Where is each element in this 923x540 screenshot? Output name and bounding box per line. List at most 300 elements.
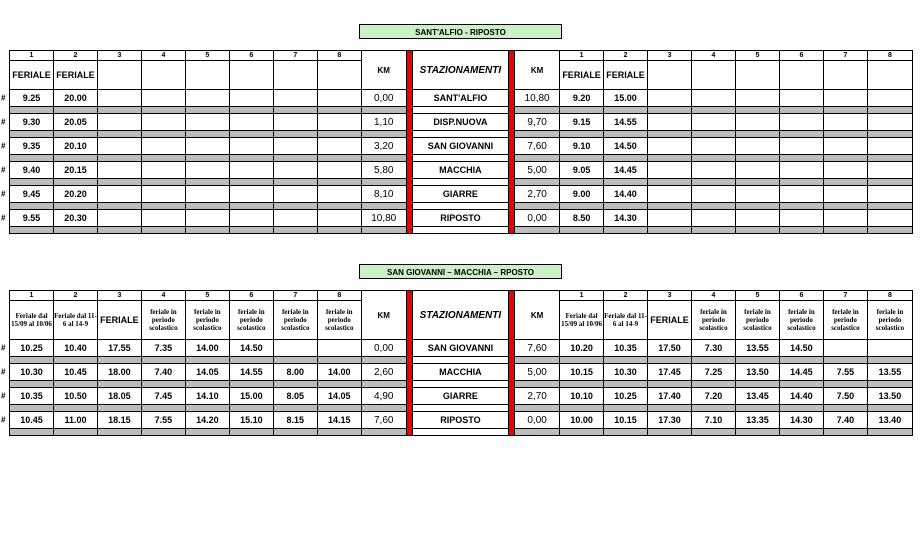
departure-time <box>317 340 361 357</box>
stazionamenti-header: STAZIONAMENTI <box>412 291 508 340</box>
departure-time: 7.30 <box>692 340 736 357</box>
departure-time <box>273 186 317 203</box>
column-number: 2 <box>53 51 97 61</box>
departure-time <box>317 90 361 107</box>
separator <box>229 429 273 436</box>
separator <box>692 227 736 234</box>
time-value: 10.45 <box>20 415 43 425</box>
departure-time <box>97 138 141 155</box>
row-mark: # <box>1 93 6 103</box>
separator <box>97 357 141 364</box>
separator <box>648 429 692 436</box>
time-value: 9.55 <box>22 213 41 223</box>
column-type-header <box>97 61 141 90</box>
departure-time: 8.15 <box>273 412 317 429</box>
departure-time <box>317 162 361 179</box>
km-value: 0,00 <box>361 340 406 357</box>
km-value: 10,80 <box>361 210 406 227</box>
separator <box>735 429 779 436</box>
column-type-header <box>273 61 317 90</box>
separator <box>317 107 361 114</box>
separator <box>317 405 361 412</box>
separator <box>361 429 406 436</box>
separator <box>823 357 867 364</box>
separator <box>412 107 508 114</box>
column-type-header: feriale in periodo scolastico <box>317 301 361 340</box>
separator <box>412 429 508 436</box>
departure-time: 17.45 <box>648 364 692 381</box>
column-type-header <box>779 61 823 90</box>
departure-time <box>1 340 54 357</box>
row-mark: # <box>1 141 6 151</box>
separator <box>648 107 692 114</box>
separator <box>823 227 867 234</box>
separator <box>560 357 604 364</box>
separator <box>185 227 229 234</box>
separator <box>735 107 779 114</box>
separator <box>867 179 912 186</box>
separator <box>412 155 508 162</box>
time-value: 9.30 <box>22 117 41 127</box>
row-mark: # <box>1 343 6 353</box>
separator <box>412 381 508 388</box>
km-value: 10,80 <box>515 90 560 107</box>
departure-time <box>317 186 361 203</box>
separator <box>823 155 867 162</box>
departure-time <box>141 114 185 131</box>
separator-row <box>10 107 913 114</box>
departure-time: 15.10 <box>229 412 273 429</box>
departure-time: 14.30 <box>604 210 648 227</box>
separator <box>867 405 912 412</box>
separator <box>185 131 229 138</box>
separator <box>867 227 912 234</box>
section1-title: SANT'ALFIO - RIPOSTO <box>359 24 562 39</box>
time-value: 9.35 <box>22 141 41 151</box>
departure-time: 14.50 <box>604 138 648 155</box>
departure-time: 17.55 <box>97 340 141 357</box>
separator <box>185 357 229 364</box>
column-type-header <box>735 61 779 90</box>
separator <box>97 203 141 210</box>
time-value: 10.35 <box>20 391 43 401</box>
separator-row <box>10 203 913 210</box>
departure-time: 8.50 <box>560 210 604 227</box>
section2-title: SAN GIOVANNI – MACCHIA – RPOSTO <box>359 264 562 279</box>
station-name: MACCHIA <box>412 364 508 381</box>
separator <box>604 405 648 412</box>
timetable-sangiovanni-riposto <box>1 290 913 436</box>
departure-time <box>735 186 779 203</box>
separator <box>97 429 141 436</box>
departure-time: 14.40 <box>604 186 648 203</box>
column-type-header: Feriale dal 15/09 al 10/06 <box>10 301 54 340</box>
separator <box>141 227 185 234</box>
table-row <box>10 114 913 131</box>
departure-time: 14.55 <box>604 114 648 131</box>
table-row <box>10 186 913 203</box>
km-value: 7,60 <box>515 340 560 357</box>
column-type-header: feriale in periodo scolastico <box>185 301 229 340</box>
separator <box>361 203 406 210</box>
separator <box>53 131 97 138</box>
separator <box>229 107 273 114</box>
stazionamenti-header: STAZIONAMENTI <box>412 51 508 90</box>
separator <box>779 357 823 364</box>
departure-time <box>823 162 867 179</box>
departure-time: 14.50 <box>229 340 273 357</box>
departure-time <box>185 138 229 155</box>
separator <box>692 405 736 412</box>
km-value: 2,60 <box>361 364 406 381</box>
separator <box>867 107 912 114</box>
column-number: 4 <box>692 291 736 301</box>
km-value: 2,70 <box>515 186 560 203</box>
column-number: 2 <box>604 291 648 301</box>
departure-time <box>229 90 273 107</box>
column-type-header <box>823 61 867 90</box>
separator <box>273 405 317 412</box>
departure-time <box>97 186 141 203</box>
table-row <box>10 90 913 107</box>
station-name: GIARRE <box>412 186 508 203</box>
row-mark: # <box>1 117 6 127</box>
departure-time <box>648 210 692 227</box>
separator <box>229 155 273 162</box>
separator <box>779 107 823 114</box>
column-number: 6 <box>229 51 273 61</box>
departure-time: 10.35 <box>604 340 648 357</box>
separator-row <box>10 227 913 234</box>
departure-time: 7.10 <box>692 412 736 429</box>
column-number: 1 <box>560 51 604 61</box>
departure-time: 7.45 <box>141 388 185 405</box>
separator <box>823 179 867 186</box>
row-mark: # <box>1 189 6 199</box>
departure-time <box>229 186 273 203</box>
separator <box>273 357 317 364</box>
station-name: GIARRE <box>412 388 508 405</box>
departure-time: 20.20 <box>53 186 97 203</box>
separator <box>10 227 54 234</box>
departure-time: 7.40 <box>141 364 185 381</box>
departure-time: 17.40 <box>648 388 692 405</box>
departure-time <box>229 162 273 179</box>
separator <box>273 131 317 138</box>
separator <box>10 107 54 114</box>
departure-time: 15.00 <box>604 90 648 107</box>
departure-time <box>692 162 736 179</box>
separator <box>97 155 141 162</box>
column-number: 3 <box>97 291 141 301</box>
column-type-header: FERIALE <box>560 61 604 90</box>
departure-time: 14.20 <box>185 412 229 429</box>
departure-time: 14.55 <box>229 364 273 381</box>
departure-time <box>185 186 229 203</box>
separator <box>273 429 317 436</box>
departure-time: 7.55 <box>141 412 185 429</box>
departure-time: 18.00 <box>97 364 141 381</box>
departure-time: 13.50 <box>735 364 779 381</box>
column-number: 5 <box>735 51 779 61</box>
departure-time: 13.55 <box>735 340 779 357</box>
departure-time: 10.15 <box>604 412 648 429</box>
column-type-header <box>229 61 273 90</box>
table-row <box>10 364 913 381</box>
departure-time <box>317 210 361 227</box>
departure-time <box>692 90 736 107</box>
table-row <box>10 138 913 155</box>
separator <box>361 131 406 138</box>
departure-time: 13.40 <box>867 412 912 429</box>
column-type-header: FERIALE <box>604 61 648 90</box>
column-number: 8 <box>317 291 361 301</box>
departure-time: 20.15 <box>53 162 97 179</box>
departure-time <box>823 186 867 203</box>
separator <box>317 179 361 186</box>
separator <box>361 107 406 114</box>
separator <box>604 155 648 162</box>
separator <box>141 357 185 364</box>
km-value: 5,00 <box>515 162 560 179</box>
separator <box>317 203 361 210</box>
column-number: 7 <box>823 51 867 61</box>
departure-time: 14.15 <box>317 412 361 429</box>
separator <box>735 155 779 162</box>
separator <box>185 203 229 210</box>
row-mark: # <box>1 415 6 425</box>
column-number: 5 <box>185 291 229 301</box>
departure-time <box>692 138 736 155</box>
separator <box>648 357 692 364</box>
separator <box>185 429 229 436</box>
departure-time <box>867 186 912 203</box>
column-type-header: feriale in periodo scolastico <box>867 301 912 340</box>
table-row <box>10 340 913 357</box>
separator <box>141 203 185 210</box>
separator <box>141 405 185 412</box>
separator <box>229 227 273 234</box>
km-value: 9,70 <box>515 114 560 131</box>
separator <box>10 429 54 436</box>
separator-row <box>10 429 913 436</box>
separator <box>867 429 912 436</box>
separator <box>692 381 736 388</box>
column-number: 8 <box>867 51 912 61</box>
separator <box>97 107 141 114</box>
column-number: 7 <box>273 291 317 301</box>
column-number: 7 <box>823 291 867 301</box>
column-number: 7 <box>273 51 317 61</box>
separator <box>779 381 823 388</box>
departure-time: 14.00 <box>185 340 229 357</box>
km-value: 0,00 <box>515 412 560 429</box>
separator <box>560 227 604 234</box>
departure-time <box>692 186 736 203</box>
km-value: 4,90 <box>361 388 406 405</box>
column-type-header <box>185 61 229 90</box>
departure-time: 20.10 <box>53 138 97 155</box>
departure-time: 14.10 <box>185 388 229 405</box>
separator <box>361 155 406 162</box>
separator <box>735 405 779 412</box>
departure-time: 10.10 <box>560 388 604 405</box>
time-value: 9.40 <box>22 165 41 175</box>
km-header: KM <box>361 291 406 340</box>
km-value: 7,60 <box>361 412 406 429</box>
separator <box>412 405 508 412</box>
departure-time: 14.30 <box>779 412 823 429</box>
separator <box>648 179 692 186</box>
separator <box>317 381 361 388</box>
departure-time <box>735 210 779 227</box>
separator <box>97 381 141 388</box>
separator-row <box>10 357 913 364</box>
separator <box>604 381 648 388</box>
departure-time <box>779 186 823 203</box>
separator <box>604 357 648 364</box>
km-value: 8,10 <box>361 186 406 203</box>
row-mark: # <box>1 367 6 377</box>
column-number: 4 <box>141 51 185 61</box>
departure-time <box>273 162 317 179</box>
separator <box>515 381 560 388</box>
column-number: 5 <box>735 291 779 301</box>
separator <box>97 131 141 138</box>
station-name: MACCHIA <box>412 162 508 179</box>
departure-time: 10.15 <box>560 364 604 381</box>
departure-time <box>1 138 54 155</box>
separator <box>604 429 648 436</box>
separator <box>648 381 692 388</box>
separator <box>53 203 97 210</box>
departure-time <box>823 114 867 131</box>
departure-time <box>97 114 141 131</box>
separator <box>273 179 317 186</box>
separator <box>515 203 560 210</box>
departure-time: 20.30 <box>53 210 97 227</box>
separator <box>229 131 273 138</box>
row-mark: # <box>1 165 6 175</box>
separator <box>10 179 54 186</box>
separator <box>515 155 560 162</box>
separator <box>779 155 823 162</box>
column-type-header <box>692 61 736 90</box>
departure-time: 7.35 <box>141 340 185 357</box>
separator <box>361 405 406 412</box>
separator <box>779 179 823 186</box>
separator <box>779 227 823 234</box>
separator <box>141 131 185 138</box>
separator <box>53 227 97 234</box>
km-value: 7,60 <box>515 138 560 155</box>
separator <box>735 357 779 364</box>
departure-time <box>97 162 141 179</box>
time-value: 10.25 <box>20 343 43 353</box>
departure-time <box>141 90 185 107</box>
departure-time: 9.05 <box>560 162 604 179</box>
separator <box>823 405 867 412</box>
separator <box>867 381 912 388</box>
departure-time <box>648 186 692 203</box>
departure-time: 13.50 <box>867 388 912 405</box>
km-value: 5,80 <box>361 162 406 179</box>
separator <box>273 203 317 210</box>
separator <box>735 381 779 388</box>
departure-time: 10.45 <box>53 364 97 381</box>
separator <box>560 179 604 186</box>
separator <box>53 357 97 364</box>
departure-time: 9.20 <box>560 90 604 107</box>
separator <box>648 405 692 412</box>
departure-time: 7.50 <box>823 388 867 405</box>
departure-time: 14.05 <box>185 364 229 381</box>
separator <box>185 155 229 162</box>
separator <box>412 357 508 364</box>
separator <box>692 203 736 210</box>
departure-time <box>648 90 692 107</box>
departure-time <box>185 114 229 131</box>
separator <box>10 381 54 388</box>
separator <box>692 357 736 364</box>
separator <box>515 131 560 138</box>
separator <box>317 357 361 364</box>
departure-time <box>779 138 823 155</box>
departure-time <box>141 138 185 155</box>
departure-time: 9.10 <box>560 138 604 155</box>
separator <box>560 203 604 210</box>
departure-time <box>141 186 185 203</box>
column-type-header: feriale in periodo scolastico <box>229 301 273 340</box>
column-type-header: feriale in periodo scolastico <box>735 301 779 340</box>
separator-row <box>10 179 913 186</box>
km-value: 2,70 <box>515 388 560 405</box>
separator <box>604 131 648 138</box>
separator <box>560 107 604 114</box>
separator <box>361 179 406 186</box>
row-mark: # <box>1 391 6 401</box>
column-type-header: FERIALE <box>648 301 692 340</box>
separator <box>823 107 867 114</box>
separator <box>823 131 867 138</box>
km-header: KM <box>361 51 406 90</box>
departure-time: 18.05 <box>97 388 141 405</box>
departure-time <box>185 162 229 179</box>
separator <box>692 179 736 186</box>
departure-time <box>692 114 736 131</box>
column-number: 8 <box>867 291 912 301</box>
separator <box>515 405 560 412</box>
separator <box>823 429 867 436</box>
separator <box>560 381 604 388</box>
table-row <box>10 412 913 429</box>
km-header: KM <box>515 51 560 90</box>
column-number: 6 <box>229 291 273 301</box>
departure-time <box>735 90 779 107</box>
departure-time <box>1 162 54 179</box>
separator <box>53 155 97 162</box>
separator-row <box>10 155 913 162</box>
separator <box>229 203 273 210</box>
column-number: 8 <box>317 51 361 61</box>
table-row <box>10 210 913 227</box>
station-name: DISP.NUOVA <box>412 114 508 131</box>
separator <box>735 179 779 186</box>
separator <box>361 381 406 388</box>
column-type-header: feriale in periodo scolastico <box>692 301 736 340</box>
column-number: 1 <box>560 291 604 301</box>
separator <box>10 131 54 138</box>
